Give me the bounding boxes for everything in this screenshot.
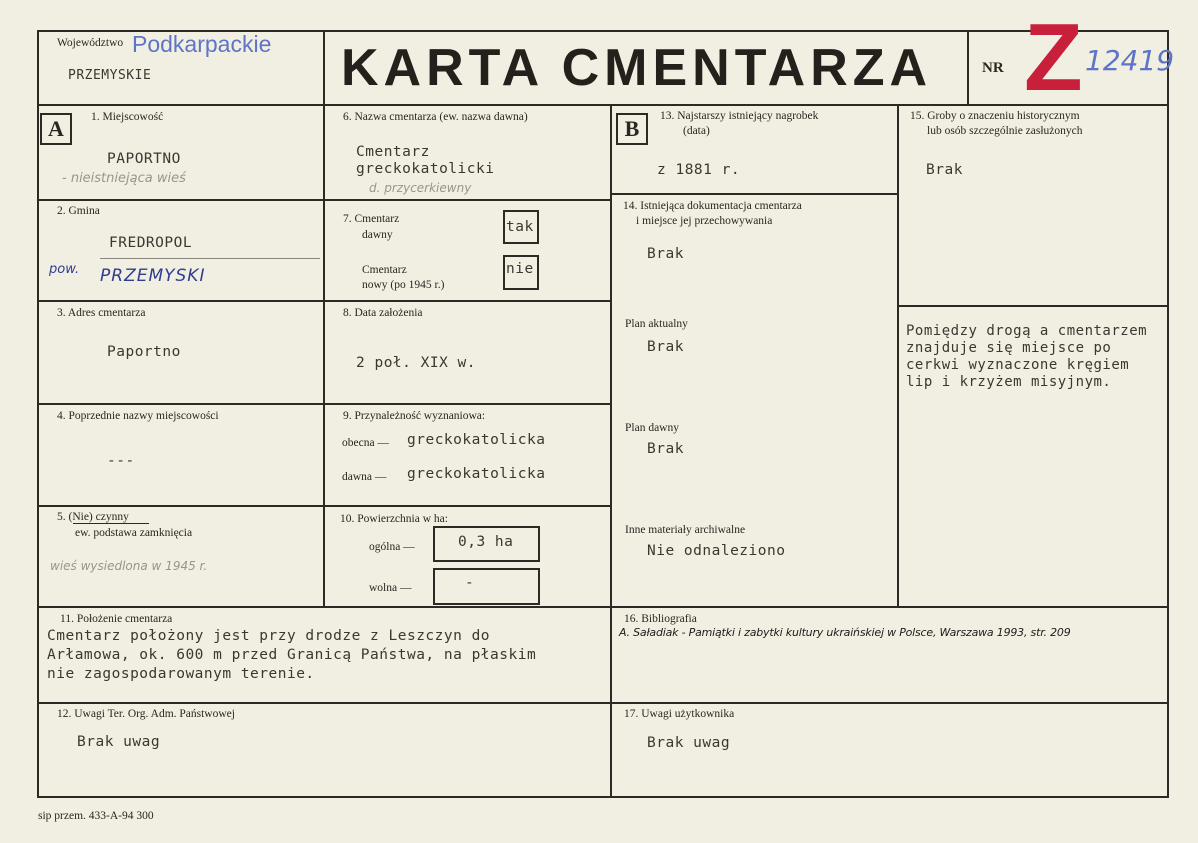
f6-value-line2: greckokatolicki <box>356 161 495 177</box>
col-divider-2 <box>610 104 612 798</box>
f13-label2: (data) <box>683 125 710 137</box>
f11-line1: Cmentarz położony jest przy drodze z Leszczyn do <box>47 628 491 644</box>
f14-plan-current-label: Plan aktualny <box>625 318 688 330</box>
f1-label: 1. Miejscowość <box>91 111 164 123</box>
row-line-col1-2 <box>37 300 325 302</box>
f15-label2: lub osób szczególnie zasłużonych <box>927 125 1083 137</box>
f2-underline <box>100 258 320 259</box>
f3-value: Paportno <box>107 344 181 360</box>
f11-label: 11. Położenie cmentarza <box>60 613 173 625</box>
f13-value: z 1881 r. <box>657 162 741 178</box>
f7-label-new: Cmentarz <box>362 264 407 276</box>
frame-bottom <box>37 796 1169 798</box>
row-line-col2-3 <box>323 403 612 405</box>
f7-label-new2: nowy (po 1945 r.) <box>362 279 445 291</box>
f2-value: FREDROPOL <box>109 235 193 251</box>
f15-note-line1: Pomiędzy drogą a cmentarzem <box>906 323 1148 339</box>
header-vline-2 <box>967 30 969 106</box>
f9-current-label: obecna — <box>342 437 389 449</box>
section-line-12-17 <box>37 702 1169 704</box>
f11-line3: nie zagospodarowanym terenie. <box>47 666 315 682</box>
row-line-col1-4 <box>37 505 325 507</box>
f5-pencil-note: wieś wysiedlona w 1945 r. <box>50 559 208 573</box>
f10-total-value: 0,3 ha <box>458 534 514 550</box>
f16-label: 16. Bibliografia <box>624 613 697 625</box>
f5-label: 5. (Nie) czynny <box>57 511 129 523</box>
f14-plan-old-label: Plan dawny <box>625 422 679 434</box>
f6-label: 6. Nazwa cmentarza (ew. nazwa dawna) <box>343 111 528 123</box>
f5-label2: ew. podstawa zamknięcia <box>75 527 193 539</box>
f8-value: 2 poł. XIX w. <box>356 355 476 371</box>
f10-total-label: ogólna — <box>369 541 415 553</box>
f10-free-value: - <box>465 575 475 591</box>
f3-label: 3. Adres cmentarza <box>57 307 146 319</box>
f14-other-label: Inne materiały archiwalne <box>625 524 746 536</box>
section-a-marker: A <box>40 113 72 145</box>
f10-free-box <box>433 568 540 605</box>
f12-label: 12. Uwagi Ter. Org. Adm. Państwowej <box>57 708 235 720</box>
f8-label: 8. Data założenia <box>343 307 423 319</box>
f1-pencil-note: - nieistniejąca wieś <box>62 171 186 186</box>
section-b-marker: B <box>616 113 648 145</box>
f14-label: 14. Istniejąca dokumentacja cmentarza <box>623 200 802 212</box>
f15-note <box>906 323 1164 391</box>
f16-value: A. Saładiak - Pamiątki i zabytki kultury ukraińskiej w Polsce, Warszawa 1993, str. 209 <box>619 626 1071 639</box>
f14-plan-old-value: Brak <box>647 441 684 457</box>
voivodeship-label: Województwo <box>57 37 124 49</box>
voivodeship-stamp: Podkarpackie <box>132 31 272 57</box>
f9-current-value: greckokatolicka <box>407 432 546 448</box>
f9-former-value: greckokatolicka <box>407 466 546 482</box>
f1-value: PAPORTNO <box>107 151 181 167</box>
f15-note-line3: cerkwi wyznaczone kręgiem <box>906 357 1130 373</box>
f5-underline <box>73 523 149 524</box>
f13-label: 13. Najstarszy istniejący nagrobek <box>660 110 819 122</box>
header-divider <box>37 104 1169 106</box>
f7-new-answer: nie <box>506 261 534 277</box>
f2-pen-note: PRZEMYSKI <box>100 266 206 286</box>
f17-value: Brak uwag <box>647 735 731 751</box>
f6-value-line1: Cmentarz <box>356 144 430 160</box>
f6-pencil-note: d. przycerkiewny <box>369 181 472 195</box>
f4-label: 4. Poprzednie nazwy miejscowości <box>57 410 219 422</box>
voivodeship-typed: PRZEMYSKIE <box>68 68 152 83</box>
row-line-col4-1 <box>897 305 1169 307</box>
f15-note-line4: lip i krzyżem misyjnym. <box>906 374 1112 390</box>
f11-line2: Arłamowa, ok. 600 m przed Granicą Państwa, na płaskim <box>47 647 537 663</box>
section-line-11-16 <box>37 606 1169 608</box>
f10-label: 10. Powierzchnia w ha: <box>340 513 448 525</box>
row-line-col2-1 <box>323 199 612 201</box>
row-line-col1-3 <box>37 403 325 405</box>
page-title: KARTA CMENTARZA <box>341 39 933 97</box>
row-line-col3-1 <box>610 193 899 195</box>
row-line-col2-2 <box>323 300 612 302</box>
frame-right <box>1167 30 1169 798</box>
header-vline-1 <box>323 30 325 106</box>
f9-former-label: dawna — <box>342 471 387 483</box>
nr-red-letter-stamp: Z <box>1024 4 1083 111</box>
f4-value: --- <box>107 453 135 469</box>
f2-label: 2. Gmina <box>57 205 100 217</box>
f17-label: 17. Uwagi użytkownika <box>624 708 735 720</box>
f15-note-line2: znajduje się miejsce po <box>906 340 1112 356</box>
f9-label: 9. Przynależność wyznaniowa: <box>343 410 486 422</box>
f2-pen-prefix: pow. <box>49 262 80 277</box>
f7-label-old: 7. Cmentarz <box>343 213 400 225</box>
f12-value: Brak uwag <box>77 734 161 750</box>
col-divider-1 <box>323 104 325 607</box>
row-line-col1-1 <box>37 199 325 201</box>
f14-label2: i miejsce jej przechowywania <box>636 215 773 227</box>
f14-other-value: Nie odnaleziono <box>647 543 786 559</box>
f10-free-label: wolna — <box>369 582 412 594</box>
f15-label: 15. Groby o znaczeniu historycznym <box>910 110 1080 122</box>
f15-value: Brak <box>926 162 963 178</box>
print-code: sip przem. 433-A-94 300 <box>38 810 154 822</box>
frame-left <box>37 30 39 798</box>
nr-label: NR <box>982 60 1004 76</box>
f7-label-old2: dawny <box>362 229 393 241</box>
row-line-col2-4 <box>323 505 612 507</box>
col-divider-3 <box>897 104 899 607</box>
f14-plan-current-value: Brak <box>647 339 684 355</box>
nr-value: 12419 <box>1085 44 1175 77</box>
f14-value: Brak <box>647 246 684 262</box>
f7-old-answer: tak <box>506 219 534 235</box>
f11-text <box>47 627 536 684</box>
